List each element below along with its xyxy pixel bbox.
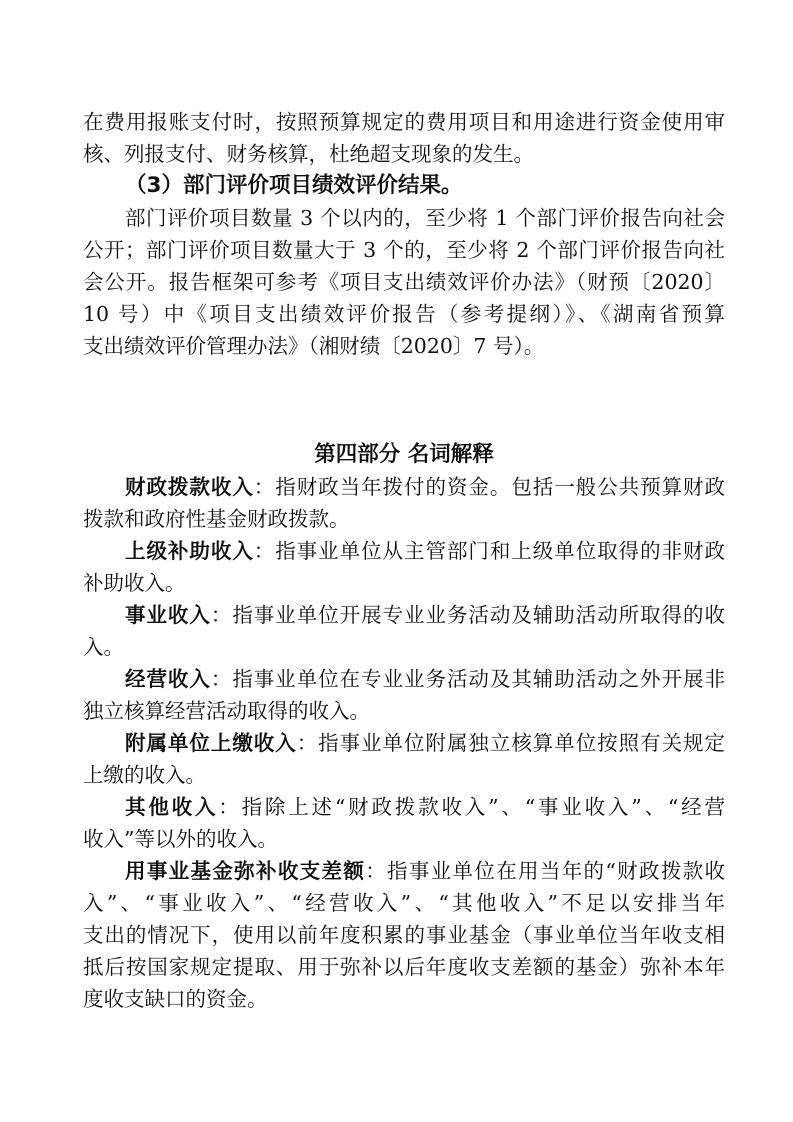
paragraph-line: 会公开。报告框架可参考《项目支出绩效评价办法》（财预〔2020〕 <box>83 270 725 294</box>
paragraph-line: 10 号）中《项目支出绩效评价报告（参考提纲）》、《湖南省预算 <box>83 302 725 326</box>
glossary-term: 上级补助收入 <box>125 539 254 563</box>
glossary-entry <box>83 727 725 759</box>
glossary-definition-line: 度收支缺口的资金。 <box>83 987 268 1011</box>
paragraph-line: 支出绩效评价管理办法》（湘财绩〔2020〕7 号）。 <box>83 334 545 358</box>
paragraph-line: 公开；部门评价项目数量大于 3 个的，至少将 2 个部门评价报告向社 <box>83 238 725 262</box>
glossary-definition-line: 入。 <box>83 635 124 659</box>
glossary-definition-line: 补助收入。 <box>83 571 186 595</box>
glossary-definition-line: 拨款和政府性基金财政拨款。 <box>83 507 350 531</box>
document-body-top <box>83 106 725 362</box>
glossary-entry <box>83 535 725 567</box>
glossary-definition: ：指事业单位开展专业业务活动及辅助活动所取得的收 <box>210 603 726 627</box>
part-title: 第四部分 名词解释 <box>314 442 494 467</box>
glossary-definition: ：指事业单位从主管部门和上级单位取得的非财政 <box>253 539 726 563</box>
paragraph-line: 核、列报支付、财务核算，杜绝超支现象的发生。 <box>83 142 534 166</box>
glossary-term: 事业收入 <box>125 603 211 627</box>
glossary-definition-line: 收入”等以外的收入。 <box>83 827 278 851</box>
glossary-entry <box>83 791 725 823</box>
glossary-entry <box>83 471 725 503</box>
paragraph-line: 在费用报账支付时，按照预算规定的费用项目和用途进行资金使用审 <box>83 110 725 134</box>
glossary-term: 财政拨款收入 <box>125 475 254 499</box>
section-heading: （3）部门评价项目绩效评价结果。 <box>125 173 463 198</box>
glossary-definition: ：指除上述“财政拨款收入”、“事业收入”、“经营 <box>218 795 726 819</box>
glossary-term: 其他收入 <box>125 795 219 819</box>
glossary-definition-line: 独立核算经营活动取得的收入。 <box>83 699 370 723</box>
glossary-entry <box>83 663 725 695</box>
glossary-term: 经营收入 <box>125 667 211 691</box>
glossary-section <box>83 439 725 1015</box>
glossary-definition: ：指事业单位在专业业务活动及其辅助活动之外开展非 <box>210 667 726 691</box>
glossary-definition-line: 上缴的收入。 <box>83 763 206 787</box>
paragraph-line: 部门评价项目数量 3 个以内的，至少将 1 个部门评价报告向社会 <box>125 206 725 230</box>
glossary-definition-line: 支出的情况下，使用以前年度积累的事业基金（事业单位当年收支相 <box>83 923 725 947</box>
glossary-term: 附属单位上缴收入 <box>125 731 297 755</box>
glossary-entry <box>83 855 725 887</box>
glossary-term: 用事业基金弥补收支差额 <box>125 859 366 883</box>
glossary-definition: ：指财政当年拨付的资金。包括一般公共预算财政 <box>253 475 726 499</box>
glossary-entry <box>83 599 725 631</box>
glossary-definition: ：指事业单位附属独立核算单位按照有关规定 <box>296 731 725 755</box>
glossary-definition: ：指事业单位在用当年的“财政拨款收 <box>365 859 726 883</box>
glossary-definition-line: 入”、“事业收入”、“经营收入”、“其他收入”不足以安排当年 <box>83 891 725 915</box>
glossary-definition-line: 抵后按国家规定提取、用于弥补以后年度收支差额的基金）弥补本年 <box>83 955 725 979</box>
